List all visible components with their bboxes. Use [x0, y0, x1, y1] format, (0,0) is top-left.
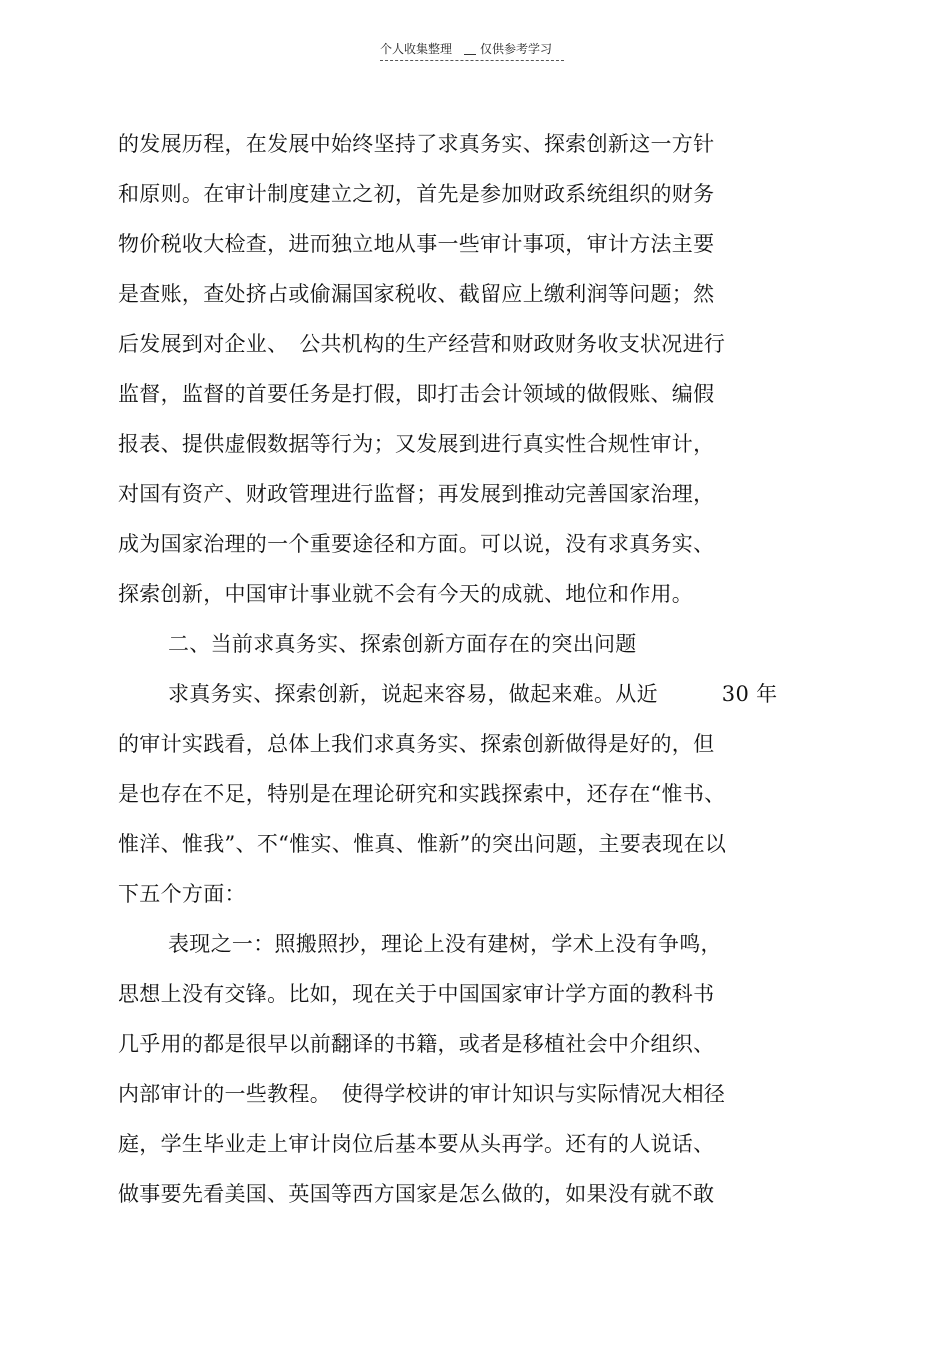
text-line: 和原则。在审计制度建立之初，首先是参加财政系统组织的财务	[118, 182, 715, 206]
text-line: 求真务实、探索创新，说起来容易，做起来难。从近 30 年	[168, 682, 778, 706]
text-line: 的发展历程，在发展中始终坚持了求真务实、探索创新这一方针	[118, 132, 715, 156]
text-line: 做事要先看美国、英国等西方国家是怎么做的，如果没有就不敢	[118, 1182, 715, 1206]
text-line: 物价税收大检查，进而独立地从事一些审计事项，审计方法主要	[118, 232, 715, 256]
text-line: 后发展到对企业、 公共机构的生产经营和财政财务收支状况进行	[118, 332, 726, 356]
text-line: 下五个方面：	[118, 882, 246, 906]
text-line: 的审计实践看，总体上我们求真务实、探索创新做得是好的，但	[118, 732, 715, 756]
text-line: 报表、提供虚假数据等行为；又发展到进行真实性合规性审计，	[118, 432, 715, 456]
text-line: 庭，学生毕业走上审计岗位后基本要从头再学。还有的人说话、	[118, 1132, 715, 1156]
text-line: 内部审计的一些教程。 使得学校讲的审计知识与实际情况大相径	[118, 1082, 726, 1106]
text-line: 是查账，查处挤占或偷漏国家税收、截留应上缴利润等问题；然	[118, 282, 715, 306]
text-line: 成为国家治理的一个重要途径和方面。可以说，没有求真务实、	[118, 532, 715, 556]
header-left-text: 个人收集整理	[380, 42, 453, 56]
text-line: 对国有资产、财政管理进行监督；再发展到推动完善国家治理，	[118, 482, 715, 506]
header-right-text: 仅供参考学习	[480, 42, 553, 56]
text-line: 惟洋、惟我”、不“惟实、惟真、惟新”的突出问题，主要表现在以	[118, 832, 727, 856]
text-line: 探索创新，中国审计事业就不会有今天的成就、地位和作用。	[118, 582, 694, 606]
text-line: 表现之一：照搬照抄，理论上没有建树，学术上没有争鸣，	[168, 932, 722, 956]
text-line: 几乎用的都是很早以前翻译的书籍，或者是移植社会中介组织、	[118, 1032, 715, 1056]
text-line: 监督，监督的首要任务是打假，即打击会计领域的做假账、编假	[118, 382, 715, 406]
section-heading: 二、当前求真务实、探索创新方面存在的突出问题	[168, 632, 637, 656]
page-header	[380, 38, 564, 61]
header-separator	[464, 54, 476, 55]
text-line: 是也存在不足，特别是在理论研究和实践探索中，还存在“惟书、	[118, 782, 726, 806]
text-line: 思想上没有交锋。比如，现在关于中国国家审计学方面的教科书	[118, 982, 715, 1006]
